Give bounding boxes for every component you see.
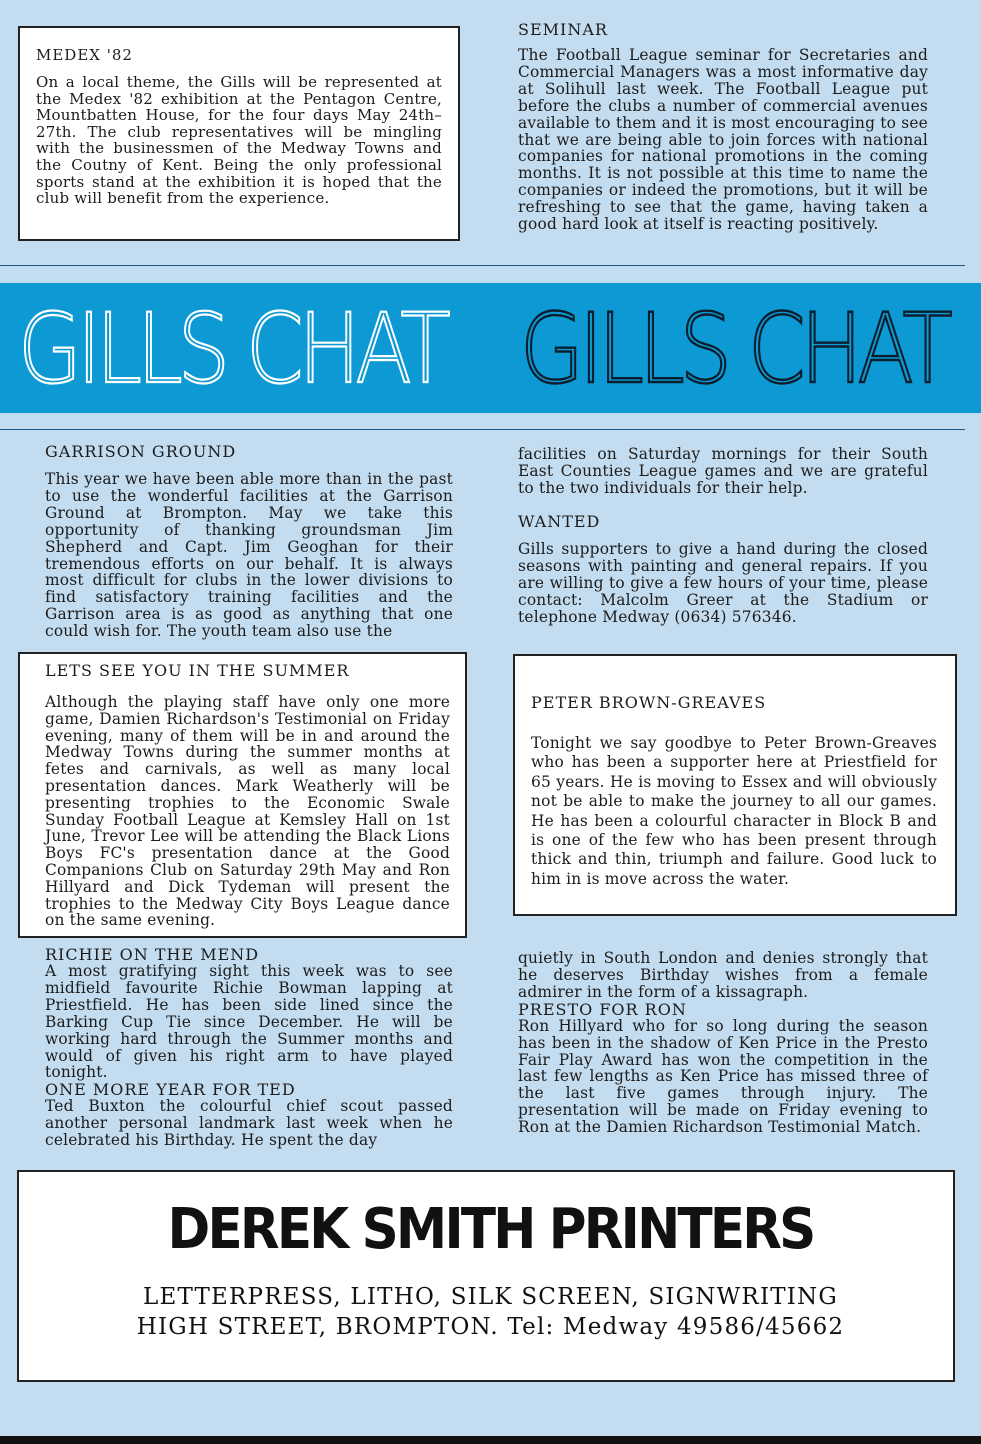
medex-body: On a local theme, the Gills will be represented at the Medex '82 exhibition at the Pentagon Centre, Mountbatten House, for the four days May 24th–27th. The club representatives will be mingling with the businessmen of the Medway Towns and the Coutny of Kent. Being the only professional sports stand at the exhibition it is hoped that the club will benefit from the experience. — [36, 73, 442, 208]
richie-article — [45, 946, 453, 1149]
ted-body: Ted Buxton the colourful chief scout passed another personal landmark last week when he celebrated his Birthday. He spent the day — [45, 1097, 453, 1150]
wanted-body: Gills supporters to give a hand during the closed seasons with painting and general repairs. If you are willing to give a few hours of your time, please contact: Malcolm Greer at the Stadium or telephone Medway (0634) 576346. — [518, 540, 928, 626]
garrison-body: This year we have been able more than in the past to use the wonderful facilities at the Garrison Ground at Brompton. May we take this opportunity of thanking groundsman Jim Shepherd and Capt. Jim Geoghan for their tremendous efforts on our behalf. It is always most difficult for clubs in the lower divisions to find satisfactory training facilities and the Garrison area is as good as anything that one could wish for. The youth team also use the — [45, 470, 453, 641]
presto-title: PRESTO FOR RON — [518, 999, 687, 1019]
seminar-title: SEMINAR — [518, 20, 608, 39]
presto-body: Ron Hillyard who for so long during the season has been in the shadow of Ken Price in the Presto Fair Play Award has won the competition in the last few lengths as Ken Price has missed three of the last five games through injury. The presentation will be made on Friday evening to Ron at the Damien Richardson Testimonial Match. — [518, 1016, 928, 1137]
garrison-article — [45, 442, 453, 640]
ted-title: ONE MORE YEAR FOR TED — [45, 1080, 296, 1100]
ted-continued — [518, 950, 928, 1136]
page-bottom-edge — [0, 1436, 981, 1444]
peter-title: PETER BROWN-GREAVES — [531, 693, 767, 712]
wanted-article — [518, 512, 928, 626]
garrison-continued-body: facilities on Saturday mornings for their South East Counties League games and we are grateful to the two individuals for their help. — [518, 445, 928, 497]
banner-title-outline: GILLS CHAT — [18, 293, 446, 405]
summer-body: Although the playing staff have only one more game, Damien Richardson's Testimonial on Friday evening, many of them will be in and around the Medway Towns during the summer months at fetes and carnivals, as well as many local presentation dances. Mark Weatherly will be presenting trophies to the Economic Swale Sunday Football League at Kemsley Hall on 1st June, Trevor Lee will be attending the Black Lions Boys FC's presentation dance at the Good Companions Club on Saturday 29th May and Ron Hillyard and Dick Tydeman will present the trophies to the Medway City Boys League dance on the same evening. — [45, 693, 450, 930]
garrison-continued — [518, 446, 928, 497]
seminar-body: The Football League seminar for Secretaries and Commercial Managers was a most informative day at Solihull last week. The Football League put before the clubs a number of commercial avenues available to them and it is most encouraging to see that we are being able to join forces with national companies for national promotions in the coming months. It is not possible at this time to name the companies or indeed the promotions, but it will be refreshing to see that the game, having taken a good hard look at itself is reacting positively. — [518, 46, 928, 234]
advert-services: LETTERPRESS, LITHO, SILK SCREEN, SIGNWRITING — [143, 1284, 838, 1310]
medex-box — [18, 26, 460, 241]
banner-title-dark: GILLS CHAT — [520, 293, 948, 405]
advert-company-name: DEREK SMITH PRINTERS — [167, 1197, 814, 1262]
medex-title: MEDEX '82 — [36, 46, 133, 64]
banner-rule-top — [0, 265, 965, 270]
summer-box — [18, 652, 467, 938]
ted-continued-body: quietly in South London and denies strongly that he deserves Birthday wishes from a female admirer in the form of a kissagraph. — [518, 949, 928, 1001]
richie-body: A most gratifying sight this week was to see midfield favourite Richie Bowman lapping at Priestfield. He has been side lined since the Barking Cup Tie since December. He will be working hard through the Summer months and would of given his right arm to have played tonight. — [45, 962, 453, 1082]
seminar-article — [518, 20, 928, 233]
richie-title: RICHIE ON THE MEND — [45, 945, 260, 964]
peter-body: Tonight we say goodbye to Peter Brown-Greaves who has been a supporter here at Priestfield for 65 years. He is moving to Essex and will obviously not be able to make the journey to all our games. He has been a colourful character in Block B and is one of the few who has been present through thick and thin, triumph and failure. Good luck to him in is move across the water. — [531, 734, 937, 888]
summer-title: LETS SEE YOU IN THE SUMMER — [45, 661, 350, 680]
garrison-title: GARRISON GROUND — [45, 442, 237, 461]
advert-address: HIGH STREET, BROMPTON. Tel: Medway 49586/45662 — [136, 1314, 845, 1340]
peter-box — [513, 654, 957, 916]
wanted-title: WANTED — [518, 512, 601, 531]
banner-rule-bottom — [0, 425, 965, 430]
